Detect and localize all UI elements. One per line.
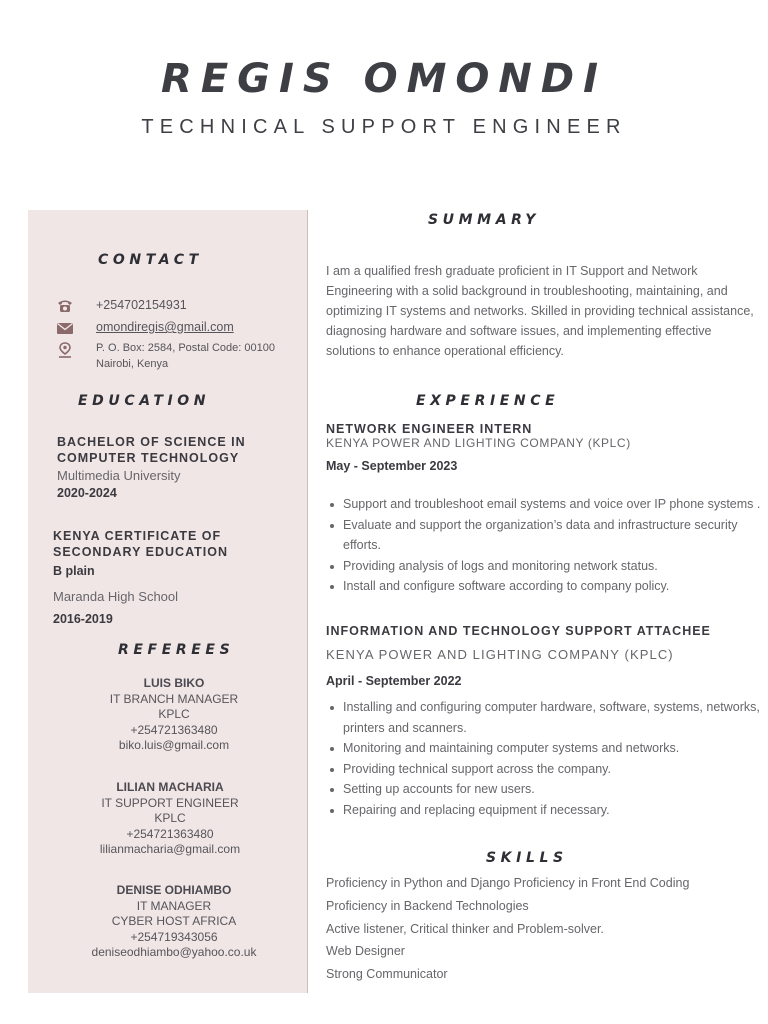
referee-phone: +254721363480	[126, 826, 214, 841]
education-school-1: Multimedia University	[57, 468, 181, 483]
job-title: INFORMATION AND TECHNOLOGY SUPPORT ATTACHEE	[326, 624, 711, 638]
job-dates: April - September 2022	[326, 674, 462, 688]
degree-line: COMPUTER TECHNOLOGY	[57, 451, 240, 465]
location-icon	[56, 342, 74, 358]
referee-name: LUIS BIKO	[143, 676, 205, 690]
job-dates: May - September 2023	[326, 459, 458, 473]
referee-card	[28, 883, 320, 961]
referee-position: IT BRANCH MANAGER	[109, 691, 239, 706]
referee-card	[24, 780, 316, 858]
degree-line: SECONDARY EDUCATION	[53, 545, 229, 559]
job-company: KENYA POWER AND LIGHTING COMPANY (KPLC)	[326, 647, 674, 662]
education-degree-2	[53, 528, 228, 560]
referees-heading: REFEREES	[118, 642, 235, 658]
job-title: NETWORK ENGINEER INTERN	[326, 422, 533, 436]
phone-text: +254702154931	[96, 298, 187, 312]
referee-name: DENISE ODHIAMBO	[116, 883, 232, 897]
referee-email: deniseodhiambo@yahoo.co.uk	[91, 945, 257, 959]
list-item: Strong Communicator	[326, 967, 448, 982]
education-heading: EDUCATION	[78, 393, 211, 409]
degree-line: BACHELOR OF SCIENCE IN	[57, 435, 246, 449]
job-duties	[343, 697, 765, 821]
education-degree-1	[57, 434, 246, 466]
referee-position: IT MANAGER	[136, 898, 212, 913]
email-link[interactable]: omondiregis@gmail.com	[96, 320, 234, 334]
degree-line: KENYA CERTIFICATE OF	[53, 529, 222, 543]
phone-icon	[56, 298, 74, 314]
address-line-2: Nairobi, Kenya	[96, 358, 169, 370]
resume-role: TECHNICAL SUPPORT ENGINEER	[141, 116, 627, 138]
referee-phone: +254721363480	[130, 722, 218, 737]
list-item: Providing analysis of logs and monitoring network status.	[343, 556, 765, 577]
email-icon	[56, 320, 74, 336]
summary-text: I am a qualified fresh graduate proficient in IT Support and Network Engineering with a solid background in troubleshooting, maintaining, and optimizing IT systems and networks. Skilled in providing technical assistance, diagnosing hardware and software issues, and implementing effective solutions to enhance operational efficiency.	[326, 264, 754, 358]
referee-position: IT SUPPORT ENGINEER	[101, 795, 239, 810]
list-item: Active listener, Critical thinker and Problem-solver.	[326, 921, 604, 936]
education-years-1: 2020-2024	[57, 486, 117, 500]
summary-heading: SUMMARY	[428, 212, 540, 228]
resume-name: REGIS OMONDI	[161, 56, 607, 102]
list-item: Providing technical support across the company.	[343, 759, 765, 780]
referee-phone: +254719343056	[130, 929, 218, 944]
education-school-2: Maranda High School	[53, 589, 179, 604]
referee-card	[28, 676, 320, 754]
skills-heading: SKILLS	[486, 850, 568, 866]
address-line-1: P. O. Box: 2584, Postal Code: 00100	[96, 342, 275, 354]
experience-heading: EXPERIENCE	[416, 393, 560, 409]
referee-company: KPLC	[158, 707, 190, 721]
skills-list	[326, 872, 756, 986]
referee-email: biko.luis@gmail.com	[118, 738, 230, 752]
list-item: Install and configure software according to company policy.	[343, 576, 765, 597]
list-item: Proficiency in Backend Technologies	[326, 898, 529, 913]
list-item: Repairing and replacing equipment if necessary.	[343, 800, 765, 821]
list-item: Proficiency in Python and Django Proficiency in Front End Coding	[326, 876, 690, 890]
contact-heading: CONTACT	[98, 252, 203, 268]
address-block	[96, 340, 275, 372]
list-item: Support and troubleshoot email systems and voice over IP phone systems .	[343, 494, 765, 515]
list-item: Setting up accounts for new users.	[343, 779, 765, 800]
list-item: Web Designer	[326, 944, 405, 959]
education-grade-2: B plain	[53, 564, 95, 578]
job-company: KENYA POWER AND LIGHTING COMPANY (KPLC)	[326, 436, 631, 450]
list-item: Installing and configuring computer hardware, software, systems, networks, printers and scanners.	[343, 697, 765, 738]
list-item: Monitoring and maintaining computer systems and networks.	[343, 738, 765, 759]
referee-name: LILIAN MACHARIA	[116, 780, 224, 794]
education-years-2: 2016-2019	[53, 612, 113, 626]
job-duties	[343, 494, 765, 597]
referee-company: CYBER HOST AFRICA	[111, 914, 237, 928]
referee-company: KPLC	[154, 811, 186, 825]
referee-email: lilianmacharia@gmail.com	[99, 842, 241, 856]
list-item: Evaluate and support the organization’s data and infrastructure security efforts.	[343, 515, 765, 556]
